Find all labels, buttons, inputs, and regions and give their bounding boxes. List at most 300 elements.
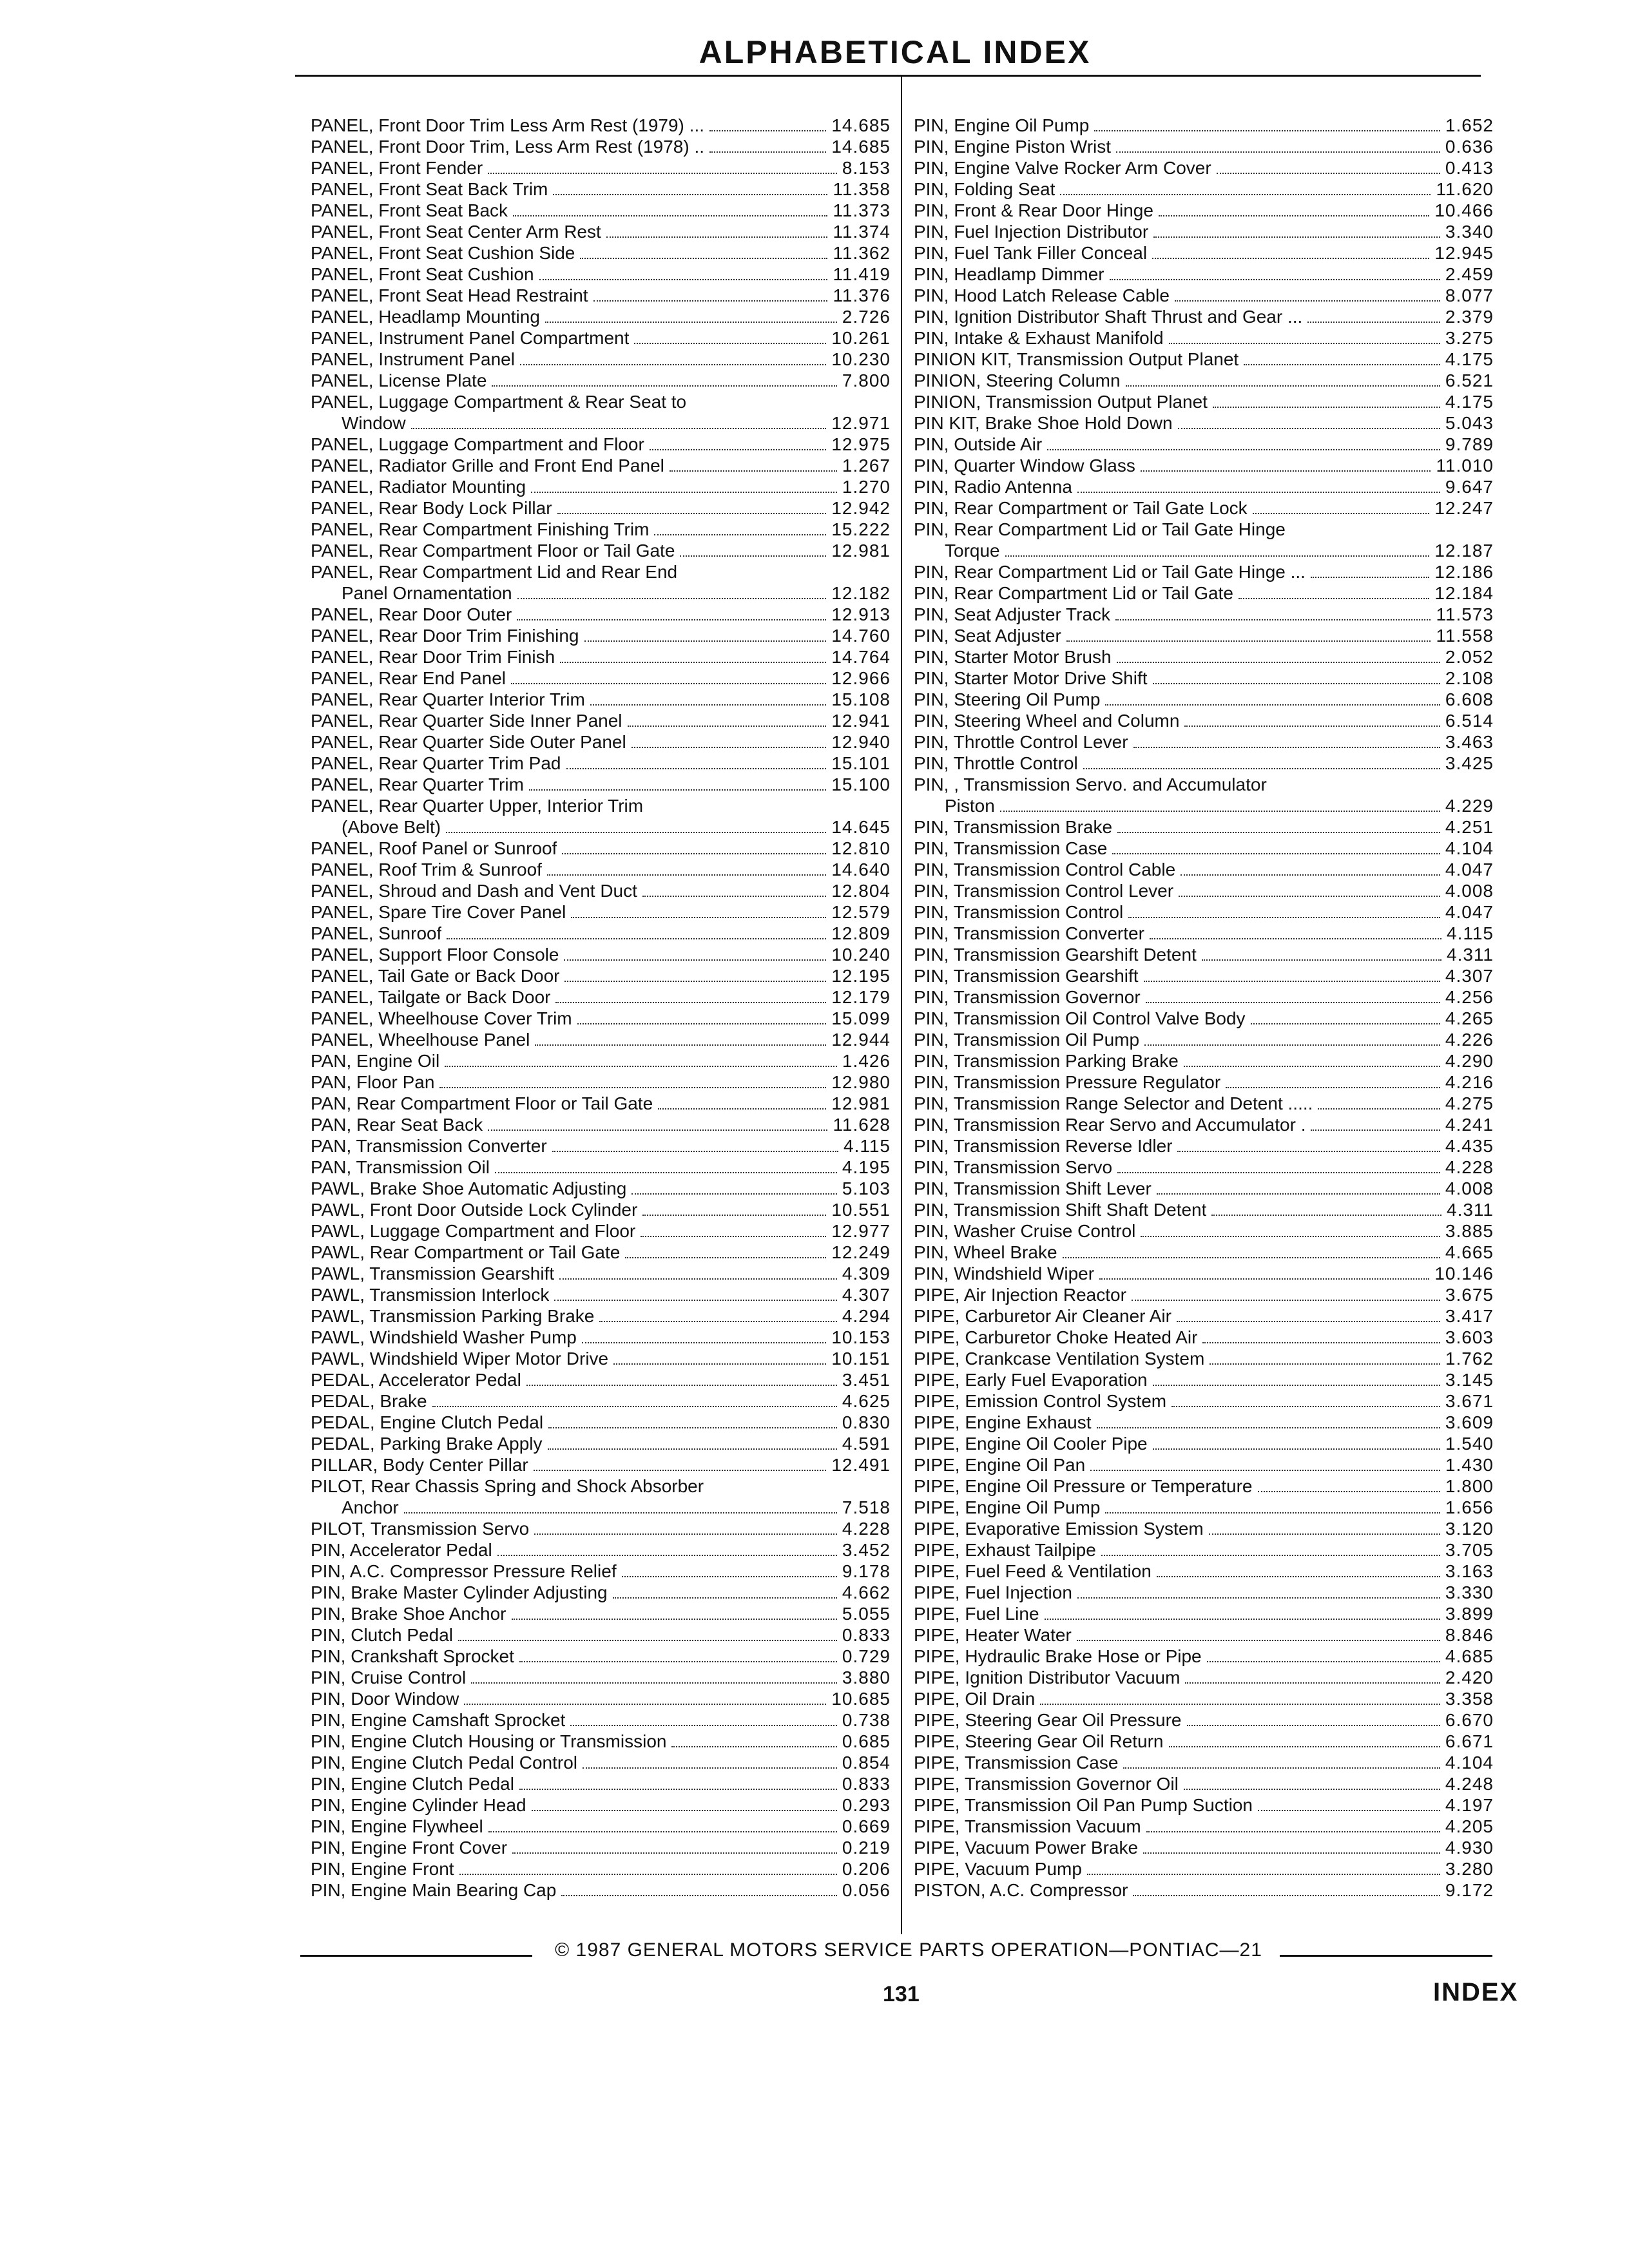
entry-page-ref: 12.184: [1434, 583, 1494, 603]
leader-dots: [1311, 577, 1429, 578]
entry-label: PINION, Steering Column: [914, 370, 1121, 390]
leader-dots: [1105, 1512, 1440, 1514]
page-number: 131: [883, 1982, 920, 2006]
leader-dots: [553, 194, 827, 195]
entry-label: PIPE, Crankcase Ventilation System: [914, 1349, 1205, 1369]
index-entry: [914, 1305, 1494, 1327]
entry-label: PIPE, Fuel Line: [914, 1604, 1039, 1624]
index-entry: [311, 923, 891, 944]
entry-label: PIN, Transmission Control Lever: [914, 881, 1174, 901]
entry-label: PANEL, Radiator Mounting: [311, 477, 526, 497]
index-entry: [311, 1837, 891, 1858]
index-entry: [311, 497, 891, 519]
entry-page-ref: 3.417: [1445, 1306, 1494, 1326]
index-entry: [311, 476, 891, 497]
leader-dots: [1179, 896, 1440, 897]
entry-label: PANEL, Rear Body Lock Pillar: [311, 498, 552, 518]
entry-page-ref: 11.419: [833, 264, 891, 284]
leader-dots: [650, 449, 827, 450]
entry-page-ref: 4.625: [842, 1391, 891, 1411]
index-entry: [311, 1157, 891, 1178]
leader-dots: [670, 470, 837, 472]
index-entry: [914, 646, 1494, 668]
index-entry: [311, 370, 891, 391]
index-entry: [311, 455, 891, 476]
entry-label: PANEL, Rear Quarter Trim Pad: [311, 753, 561, 773]
entry-label-continuation: Piston: [945, 796, 995, 816]
entry-page-ref: 4.435: [1445, 1136, 1494, 1156]
entry-label: PANEL, Instrument Panel: [311, 349, 515, 369]
entry-label: PANEL, Shroud and Dash and Vent Duct: [311, 881, 637, 901]
index-entry: [914, 1050, 1494, 1072]
entry-label: PIN, Fuel Tank Filler Conceal: [914, 243, 1148, 263]
index-entry: [311, 1242, 891, 1263]
entry-page-ref: 11.558: [1436, 626, 1494, 646]
entry-label: PIN, Transmission Oil Control Valve Body: [914, 1008, 1246, 1028]
entry-page-ref: 10.685: [831, 1689, 891, 1709]
index-entry: [311, 795, 891, 838]
leader-dots: [1159, 215, 1429, 216]
entry-label: PAN, Rear Compartment Floor or Tail Gate: [311, 1093, 653, 1113]
entry-page-ref: 5.055: [842, 1604, 891, 1624]
index-entry: [914, 1029, 1494, 1050]
leader-dots: [511, 683, 826, 684]
leader-dots: [445, 1066, 837, 1067]
index-entry: [311, 1709, 891, 1731]
entry-page-ref: 0.685: [842, 1731, 891, 1751]
index-entry: [311, 115, 891, 136]
entry-label: PAWL, Windshield Washer Pump: [311, 1327, 577, 1347]
index-entry: [914, 1433, 1494, 1454]
entry-label: PAN, Transmission Oil: [311, 1157, 490, 1177]
entry-page-ref: 12.942: [831, 498, 891, 518]
entry-page-ref: 0.830: [842, 1412, 891, 1432]
index-entry: [914, 625, 1494, 646]
leader-dots: [547, 874, 826, 876]
index-entry: [311, 1582, 891, 1603]
entry-page-ref: 4.275: [1445, 1093, 1494, 1113]
entry-label: PIN, Cruise Control: [311, 1667, 467, 1687]
index-entry: [914, 1709, 1494, 1731]
entry-label: PANEL, Rear Compartment Lid and Rear End: [311, 562, 678, 582]
entry-page-ref: 5.103: [842, 1178, 891, 1198]
leader-dots: [557, 513, 827, 514]
index-entry: [914, 561, 1494, 582]
entry-label: PILOT, Rear Chassis Spring and Shock Absorber: [311, 1476, 704, 1496]
entry-page-ref: 12.804: [831, 881, 891, 901]
entry-label: PIPE, Vacuum Power Brake: [914, 1838, 1139, 1858]
leader-dots: [1318, 1108, 1440, 1110]
leader-dots: [1005, 555, 1430, 557]
entry-label: PIN, Transmission Case: [914, 838, 1108, 858]
entry-page-ref: 0.669: [842, 1816, 891, 1836]
entry-page-ref: 3.880: [842, 1667, 891, 1687]
entry-page-ref: 14.685: [831, 137, 891, 157]
leader-dots: [535, 1044, 826, 1046]
index-entry: [311, 1433, 891, 1454]
leader-dots: [1097, 1427, 1440, 1428]
leader-dots: [1117, 662, 1440, 663]
entry-page-ref: 11.358: [833, 179, 891, 199]
entry-page-ref: 4.685: [1445, 1646, 1494, 1666]
index-entry: [914, 1369, 1494, 1390]
entry-page-ref: 6.608: [1445, 689, 1494, 709]
entry-label: PANEL, Rear Quarter Side Outer Panel: [311, 732, 626, 752]
entry-label: PIPE, Emission Control System: [914, 1391, 1167, 1411]
entry-label: PIN, Door Window: [311, 1689, 459, 1709]
index-entry: [914, 285, 1494, 306]
entry-page-ref: 4.290: [1445, 1051, 1494, 1071]
entry-label: PIN, Engine Front Cover: [311, 1838, 508, 1858]
entry-label: PIPE, Air Injection Reactor: [914, 1285, 1126, 1305]
leader-dots: [1090, 1470, 1440, 1471]
leader-dots: [517, 598, 827, 599]
entry-page-ref: 14.764: [831, 647, 891, 667]
leader-dots: [1244, 364, 1440, 365]
entry-page-ref: 0.206: [842, 1859, 891, 1879]
leader-dots: [593, 300, 828, 302]
entry-page-ref: 7.800: [842, 370, 891, 390]
index-entry: [914, 859, 1494, 880]
entry-page-ref: 12.579: [831, 902, 891, 922]
index-entry: [914, 838, 1494, 859]
leader-dots: [1239, 598, 1429, 599]
entry-page-ref: 4.311: [1447, 1200, 1494, 1220]
index-entry: [914, 1837, 1494, 1858]
entry-page-ref: 3.145: [1445, 1370, 1494, 1390]
entry-page-ref: 12.195: [831, 966, 891, 986]
entry-label: PIPE, Carburetor Choke Heated Air: [914, 1327, 1198, 1347]
entry-page-ref: 9.172: [1445, 1880, 1494, 1900]
entry-label: PANEL, Rear Quarter Interior Trim: [311, 689, 585, 709]
entry-label: PIN, Brake Master Cylinder Adjusting: [311, 1582, 608, 1602]
entry-page-ref: 4.115: [1447, 923, 1494, 943]
entry-label: PANEL, Tail Gate or Back Door: [311, 966, 560, 986]
entry-label: PAN, Floor Pan: [311, 1072, 435, 1092]
leader-dots: [1000, 811, 1440, 812]
entry-page-ref: 4.294: [842, 1306, 891, 1326]
leader-dots: [532, 1810, 837, 1811]
leader-dots: [566, 768, 827, 769]
entry-page-ref: 12.187: [1434, 541, 1494, 561]
entry-label: PAWL, Transmission Parking Brake: [311, 1306, 595, 1326]
entry-page-ref: 1.540: [1445, 1434, 1494, 1454]
entry-page-ref: 4.662: [842, 1582, 891, 1602]
leader-dots: [709, 130, 826, 131]
entry-page-ref: 10.151: [831, 1349, 891, 1369]
index-entry: [914, 1475, 1494, 1497]
entry-label: PIN, Transmission Reverse Idler: [914, 1136, 1173, 1156]
index-entry: [311, 944, 891, 965]
entry-page-ref: 0.636: [1445, 137, 1494, 157]
index-entry: [311, 540, 891, 561]
entry-page-ref: 12.981: [831, 1093, 891, 1113]
entry-page-ref: 1.762: [1445, 1349, 1494, 1369]
index-entry: [311, 1093, 891, 1114]
entry-page-ref: 12.491: [831, 1455, 891, 1475]
leader-dots: [531, 492, 837, 493]
entry-label: PEDAL, Accelerator Pedal: [311, 1370, 521, 1390]
entry-label: PANEL, Radiator Grille and Front End Panel: [311, 456, 664, 476]
entry-page-ref: 0.729: [842, 1646, 891, 1666]
entry-page-ref: 4.104: [1445, 838, 1494, 858]
entry-label: PIN, Engine Clutch Pedal: [311, 1774, 514, 1794]
entry-page-ref: 3.452: [842, 1540, 891, 1560]
index-entry: [311, 1369, 891, 1390]
index-entry: [914, 349, 1494, 370]
leader-dots: [513, 215, 827, 216]
entry-label: PIN, Engine Front: [311, 1859, 454, 1879]
index-entry: [311, 1029, 891, 1050]
leader-dots: [545, 322, 837, 323]
entry-label: PIN, Rear Compartment Lid or Tail Gate Hinge: [914, 519, 1286, 539]
entry-label: PANEL, Wheelhouse Cover Trim: [311, 1008, 572, 1028]
entry-label: PINION, Transmission Output Planet: [914, 392, 1208, 412]
index-entry: [914, 1667, 1494, 1688]
entry-label: PIN, Headlamp Dimmer: [914, 264, 1104, 284]
index-entry: [914, 1412, 1494, 1433]
entry-page-ref: 3.425: [1445, 753, 1494, 773]
entry-label: PIN, Transmission Gearshift Detent: [914, 945, 1197, 965]
entry-label: PIN, Engine Clutch Pedal Control: [311, 1753, 577, 1773]
footer-copyright: © 1987 GENERAL MOTORS SERVICE PARTS OPERATION—PONTIAC—21: [555, 1939, 1262, 1961]
entry-label: PIN, Engine Oil Pump: [914, 115, 1090, 135]
index-entry: [914, 965, 1494, 986]
entry-page-ref: 3.275: [1445, 328, 1494, 348]
index-entry: [914, 944, 1494, 965]
title-rule: [295, 75, 1481, 77]
leader-dots: [447, 938, 826, 939]
entry-page-ref: 0.219: [842, 1838, 891, 1858]
entry-page-ref: 2.108: [1445, 668, 1494, 688]
entry-label: PILLAR, Body Center Pillar: [311, 1455, 528, 1475]
index-entry: [311, 200, 891, 221]
entry-label: PIPE, Engine Oil Cooler Pipe: [914, 1434, 1148, 1454]
entry-page-ref: 12.945: [1434, 243, 1494, 263]
entry-page-ref: 4.307: [1445, 966, 1494, 986]
entry-label: PANEL, Rear Door Trim Finishing: [311, 626, 579, 646]
entry-page-ref: 12.913: [831, 604, 891, 624]
leader-dots: [571, 917, 826, 918]
entry-label: PIN, Folding Seat: [914, 179, 1055, 199]
index-entry: [914, 412, 1494, 434]
entry-label: PANEL, Luggage Compartment and Floor: [311, 434, 644, 454]
entry-page-ref: 4.311: [1447, 945, 1494, 965]
index-entry: [311, 965, 891, 986]
leader-dots: [606, 236, 828, 238]
entry-page-ref: 4.265: [1445, 1008, 1494, 1028]
index-entry: [914, 370, 1494, 391]
entry-page-ref: 6.670: [1445, 1710, 1494, 1730]
index-entry: [311, 1390, 891, 1412]
entry-page-ref: 15.099: [831, 1008, 891, 1028]
entry-label: PIN, Transmission Parking Brake: [914, 1051, 1179, 1071]
leader-dots: [641, 1236, 826, 1237]
leader-dots: [625, 1257, 826, 1258]
leader-dots: [671, 1746, 836, 1747]
entry-page-ref: 9.789: [1445, 434, 1494, 454]
entry-page-ref: 12.249: [831, 1242, 891, 1262]
entry-label: PIPE, Transmission Case: [914, 1753, 1119, 1773]
leader-dots: [529, 789, 826, 791]
index-entry: [311, 136, 891, 157]
index-entry: [914, 1157, 1494, 1178]
leader-dots: [432, 1406, 837, 1407]
leader-dots: [1060, 194, 1431, 195]
index-entry: [311, 1284, 891, 1305]
entry-page-ref: 3.340: [1445, 222, 1494, 242]
entry-label: PIN, Engine Camshaft Sprocket: [311, 1710, 566, 1730]
index-entry: [914, 923, 1494, 944]
index-entry: [914, 1624, 1494, 1646]
entry-label: PANEL, Front Door Trim, Less Arm Rest (1978) ..: [311, 137, 704, 157]
entry-label: PIN, Quarter Window Glass: [914, 456, 1135, 476]
entry-page-ref: 4.241: [1445, 1115, 1494, 1135]
entry-label: PAWL, Brake Shoe Automatic Adjusting: [311, 1178, 627, 1198]
entry-page-ref: 4.665: [1445, 1242, 1494, 1262]
entry-label: PIPE, Engine Oil Pump: [914, 1497, 1101, 1517]
leader-dots: [599, 1321, 837, 1322]
entry-label: PANEL, Support Floor Console: [311, 945, 559, 965]
index-entry: [914, 1178, 1494, 1199]
entry-label: PIN, Ignition Distributor Shaft Thrust and Gear ...: [914, 307, 1303, 327]
entry-page-ref: 3.609: [1445, 1412, 1494, 1432]
index-entry: [914, 1816, 1494, 1837]
entry-page-ref: 1.652: [1445, 115, 1494, 135]
leader-dots: [642, 1215, 826, 1216]
leader-dots: [1157, 1193, 1440, 1195]
entry-label: PIN, Windshield Wiper: [914, 1264, 1095, 1283]
index-entry: [311, 1114, 891, 1135]
leader-dots: [534, 1470, 827, 1471]
index-entry: [311, 1518, 891, 1539]
index-entry: [311, 1688, 891, 1709]
index-entry: [914, 157, 1494, 178]
entry-page-ref: 9.647: [1445, 477, 1494, 497]
leader-dots: [1117, 1172, 1440, 1173]
entry-page-ref: 3.120: [1445, 1519, 1494, 1539]
leader-dots: [534, 1533, 837, 1535]
leader-dots: [1213, 407, 1440, 408]
entry-page-ref: 0.854: [842, 1753, 891, 1773]
entry-page-ref: 4.309: [842, 1264, 891, 1283]
entry-label: PIN, Transmission Brake: [914, 817, 1113, 837]
index-entry: [914, 1220, 1494, 1242]
leader-dots: [1178, 428, 1440, 429]
leader-dots: [1116, 151, 1440, 153]
entry-page-ref: 4.197: [1445, 1795, 1494, 1815]
index-entry: [914, 1454, 1494, 1475]
entry-page-ref: 3.603: [1445, 1327, 1494, 1347]
entry-page-ref: 12.944: [831, 1030, 891, 1050]
index-entry: [914, 1199, 1494, 1220]
entry-label: PIN, Engine Piston Wrist: [914, 137, 1112, 157]
entry-label: PANEL, Front Fender: [311, 158, 483, 178]
leader-dots: [1187, 1725, 1440, 1726]
index-entry: [311, 1475, 891, 1518]
index-entry: [914, 1242, 1494, 1263]
entry-label: PIPE, Transmission Governor Oil: [914, 1774, 1179, 1794]
footer-rule-left: [300, 1955, 532, 1957]
leader-dots: [680, 555, 826, 557]
entry-page-ref: 4.251: [1445, 817, 1494, 837]
index-entry: [311, 306, 891, 327]
entry-label: PIN, Engine Main Bearing Cap: [311, 1880, 557, 1900]
entry-label: PANEL, Front Seat Cushion Side: [311, 243, 575, 263]
index-entry: [311, 1667, 891, 1688]
entry-page-ref: 5.043: [1445, 413, 1494, 433]
entry-page-ref: 1.270: [842, 477, 891, 497]
leader-dots: [1177, 1151, 1440, 1152]
index-entry: [311, 391, 891, 434]
index-entry: [311, 1858, 891, 1879]
leader-dots: [471, 1682, 837, 1684]
index-entry: [311, 859, 891, 880]
index-entry: [914, 200, 1494, 221]
leader-dots: [1251, 1023, 1440, 1024]
leader-dots: [459, 1874, 837, 1875]
leader-dots: [1083, 768, 1440, 769]
leader-dots: [539, 279, 828, 280]
leader-dots: [560, 662, 826, 663]
leader-dots: [1181, 874, 1440, 876]
entry-label: PANEL, Front Seat Cushion: [311, 264, 534, 284]
leader-dots: [488, 1831, 837, 1832]
index-entry: [914, 519, 1494, 561]
entry-label: PANEL, Rear Door Trim Finish: [311, 647, 555, 667]
entry-page-ref: 3.451: [842, 1370, 891, 1390]
entry-page-ref: 2.459: [1445, 264, 1494, 284]
entry-label: PAWL, Front Door Outside Lock Cylinder: [311, 1200, 638, 1220]
entry-page-ref: 4.256: [1445, 987, 1494, 1007]
entry-page-ref: 11.376: [833, 285, 891, 305]
entry-label: PAN, Rear Seat Back: [311, 1115, 483, 1135]
entry-page-ref: 4.195: [842, 1157, 891, 1177]
entry-label: PIN, Transmission Converter: [914, 923, 1144, 943]
entry-page-ref: 4.248: [1445, 1774, 1494, 1794]
index-entry: [311, 1624, 891, 1646]
entry-label: PIN, Outside Air: [914, 434, 1043, 454]
index-entry: [311, 1305, 891, 1327]
entry-page-ref: 4.229: [1445, 796, 1494, 816]
leader-dots: [1202, 959, 1441, 961]
index-entry: [914, 1093, 1494, 1114]
leader-dots: [1311, 1129, 1440, 1131]
entry-label: PIN, Radio Antenna: [914, 477, 1072, 497]
entry-label: PAWL, Luggage Compartment and Floor: [311, 1221, 636, 1241]
index-entry: [914, 582, 1494, 604]
leader-dots: [1184, 1066, 1440, 1067]
index-entry: [914, 497, 1494, 519]
index-entry: [914, 1752, 1494, 1773]
entry-page-ref: 14.640: [831, 860, 891, 879]
index-entry: [914, 1135, 1494, 1157]
leader-dots: [512, 1852, 837, 1854]
index-entry: [914, 1390, 1494, 1412]
leader-dots: [1153, 1385, 1440, 1386]
entry-label: PIN, Seat Adjuster: [914, 626, 1061, 646]
entry-label: PIN, Starter Motor Brush: [914, 647, 1112, 667]
leader-dots: [1101, 1555, 1440, 1556]
leader-dots: [1177, 1321, 1440, 1322]
entry-label: PANEL, Wheelhouse Panel: [311, 1030, 530, 1050]
leader-dots: [631, 747, 827, 748]
entry-label: PIN, Crankshaft Sprocket: [311, 1646, 514, 1666]
leader-dots: [590, 704, 827, 706]
entry-page-ref: 4.205: [1445, 1816, 1494, 1836]
index-entry: [311, 774, 891, 795]
page-title: ALPHABETICAL INDEX: [699, 34, 1092, 70]
